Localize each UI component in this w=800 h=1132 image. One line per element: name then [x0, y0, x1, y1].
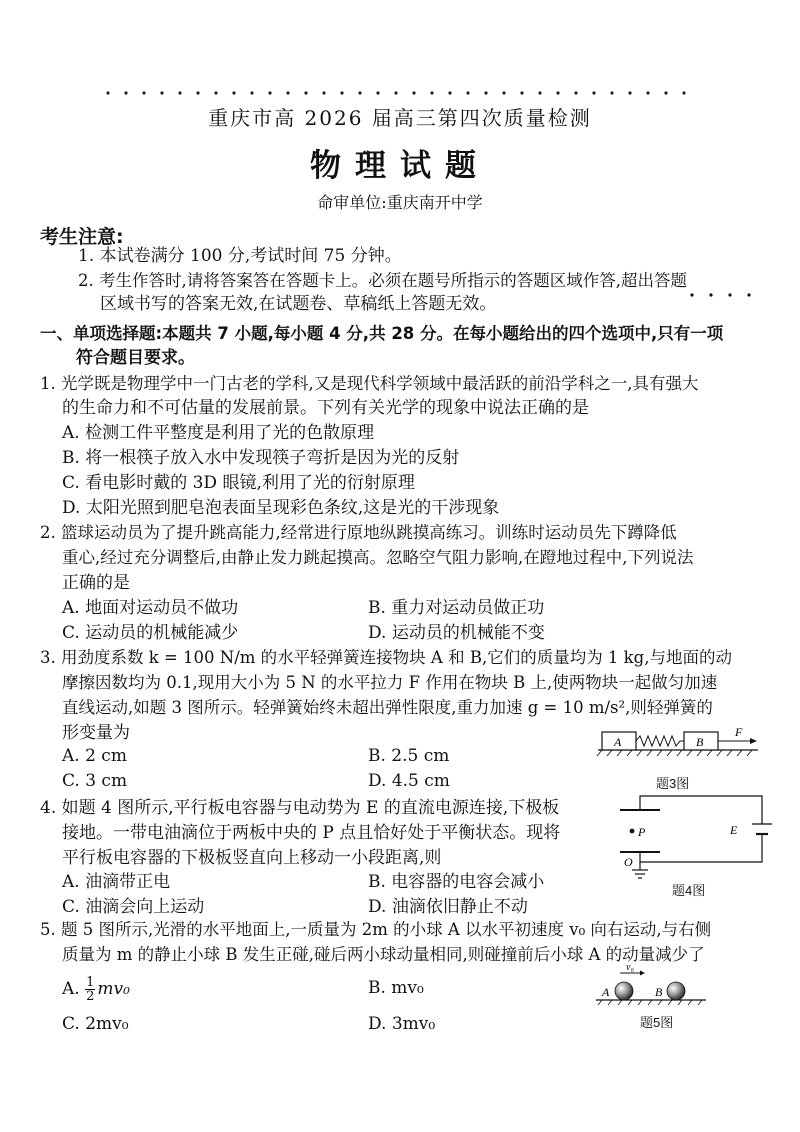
exam-series-title: 重庆市高 2026 届高三第四次质量检测	[208, 106, 592, 130]
q2-option-a: A. 地面对运动员不做功	[62, 598, 239, 618]
q2-option-b: B. 重力对运动员做正功	[368, 598, 545, 618]
q2-stem-line-2: 重心,经过充分调整后,由静止发力跳起摸高。忽略空气阻力影响,在蹬地过程中,下列说法	[62, 548, 694, 567]
spring	[636, 736, 684, 746]
figure-5-caption: 题5图	[640, 1015, 674, 1030]
authoring-unit: 命审单位:重庆南开中学	[317, 193, 483, 212]
section-1-heading-line-2: 符合题目要求。	[76, 348, 195, 368]
q3-stem-line-1: 3. 用劲度系数 k = 100 N/m 的水平轻弹簧连接物块 A 和 B,它们的质量均为 1 kg,与地面的动	[40, 648, 732, 667]
q4-stem-line-2: 接地。一带电油滴位于两板中央的 P 点且恰好处于平衡状态。现将	[62, 823, 561, 843]
q3-option-a: A. 2 cm	[62, 746, 127, 766]
q1-option-d: D. 太阳光照到肥皂泡表面呈现彩色条纹,这是光的干涉现象	[62, 498, 500, 518]
q4-stem-line-1: 4. 如题 4 图所示,平行板电容器与电动势为 E 的直流电源连接,下极板	[40, 798, 560, 818]
q3-stem-line-2: 摩擦因数均为 0.1,现用大小为 5 N 的水平拉力 F 作用在物块 B 上,使两物块一起做匀加速	[62, 673, 718, 692]
fraction-numerator: 1	[86, 975, 95, 990]
q2-option-d: D. 运动员的机械能不变	[368, 623, 545, 643]
q4-stem-line-3: 平行板电容器的下极板竖直向上移动一小段距离,则	[62, 848, 442, 868]
q5-option-b: B. mv₀	[368, 978, 424, 998]
q4-option-d: D. 油滴依旧静止不动	[368, 897, 528, 917]
q5-option-a-suffix: mv₀	[97, 979, 130, 999]
fig5-label-b: B	[655, 985, 663, 999]
ball-b	[667, 982, 685, 1000]
figure-5-collision	[592, 962, 712, 1008]
q3-option-c: C. 3 cm	[62, 771, 128, 791]
fig4-label-p: P	[638, 825, 646, 839]
oil-drop	[630, 829, 635, 834]
fig5-label-a: A	[602, 985, 610, 999]
q5-option-d: D. 3mv₀	[368, 1014, 436, 1034]
figure-3-caption: 题3图	[656, 776, 690, 791]
q2-stem-line-1: 2. 篮球运动员为了提升跳高能力,经常进行原地纵跳摸高练习。训练时运动员先下蹲降低	[40, 523, 677, 542]
fig3-label-a: A	[614, 735, 622, 749]
fig5-label-v0: v₀	[626, 962, 634, 973]
q5-option-a-prefix: A.	[62, 979, 80, 999]
q4-option-a: A. 油滴带正电	[62, 872, 171, 892]
q4-option-c: C. 油滴会向上运动	[62, 897, 205, 917]
q2-option-c: C. 运动员的机械能减少	[62, 623, 239, 643]
q1-option-b: B. 将一根筷子放入水中发现筷子弯折是因为光的反射	[62, 448, 460, 468]
q5-stem-line-2: 质量为 m 的静止小球 B 发生正碰,碰后两小球动量相同,则碰撞前后小球 A 的动量减少了	[62, 945, 705, 964]
q5-option-a	[62, 974, 130, 1004]
section-1-heading-line-1: 一、单项选择题:本题共 7 小题,每小题 4 分,共 28 分。在每小题给出的四个选项中,只有一项	[40, 324, 724, 343]
fig4-label-e: E	[730, 823, 738, 837]
fig4-label-o: O	[624, 855, 633, 869]
q3-option-b: B. 2.5 cm	[368, 746, 450, 766]
q1-stem-line-1: 1. 光学既是物理学中一门古老的学科,又是现代科学领域中最活跃的前沿学科之一,具有强大	[40, 374, 699, 393]
q4-option-b: B. 电容器的电容会减小	[368, 872, 545, 892]
figure-3-spring-blocks	[592, 722, 762, 774]
fig3-label-b: B	[696, 735, 704, 749]
emphasis-dots	[684, 292, 764, 298]
q2-stem-line-3: 正确的是	[62, 573, 130, 593]
fraction-denominator: 2	[86, 989, 95, 1004]
notice-heading: 考生注意:	[40, 226, 124, 248]
fraction-one-half	[85, 976, 95, 1003]
notice-item-2-line-1: 2. 考生作答时,请将答案答在答题卡上。必须在题号所指示的答题区域作答,超出答题	[78, 271, 687, 290]
q1-option-a: A. 检测工件平整度是利用了光的色散原理	[62, 423, 375, 443]
q3-option-d: D. 4.5 cm	[368, 771, 450, 791]
exam-subject-title: 物理试题	[310, 148, 490, 184]
q5-option-c: C. 2mv₀	[62, 1014, 129, 1034]
q3-stem-line-3: 直线运动,如题 3 图所示。轻弹簧始终未超出弹性限度,重力加速 g = 10 m/s²,则轻弹簧的	[62, 698, 713, 717]
ball-a	[615, 982, 633, 1000]
binding-dots	[0, 90, 800, 96]
q3-stem-line-4: 形变量为	[62, 723, 130, 743]
figure-4-capacitor-circuit	[612, 790, 772, 886]
notice-item-1: 1. 本试卷满分 100 分,考试时间 75 分钟。	[78, 246, 402, 266]
fig3-label-f: F	[735, 725, 743, 739]
q1-stem-line-2: 的生命力和不可估量的发展前景。下列有关光学的现象中说法正确的是	[62, 398, 589, 418]
q1-option-c: C. 看电影时戴的 3D 眼镜,利用了光的衍射原理	[62, 473, 415, 493]
notice-item-2-line-2: 区域书写的答案无效,在试题卷、草稿纸上答题无效。	[100, 294, 497, 314]
q5-stem-line-1: 5. 题 5 图所示,光滑的水平地面上,一质量为 2m 的小球 A 以水平初速度 v₀ 向右运动,与右侧	[40, 920, 712, 939]
figure-4-caption: 题4图	[672, 883, 706, 898]
